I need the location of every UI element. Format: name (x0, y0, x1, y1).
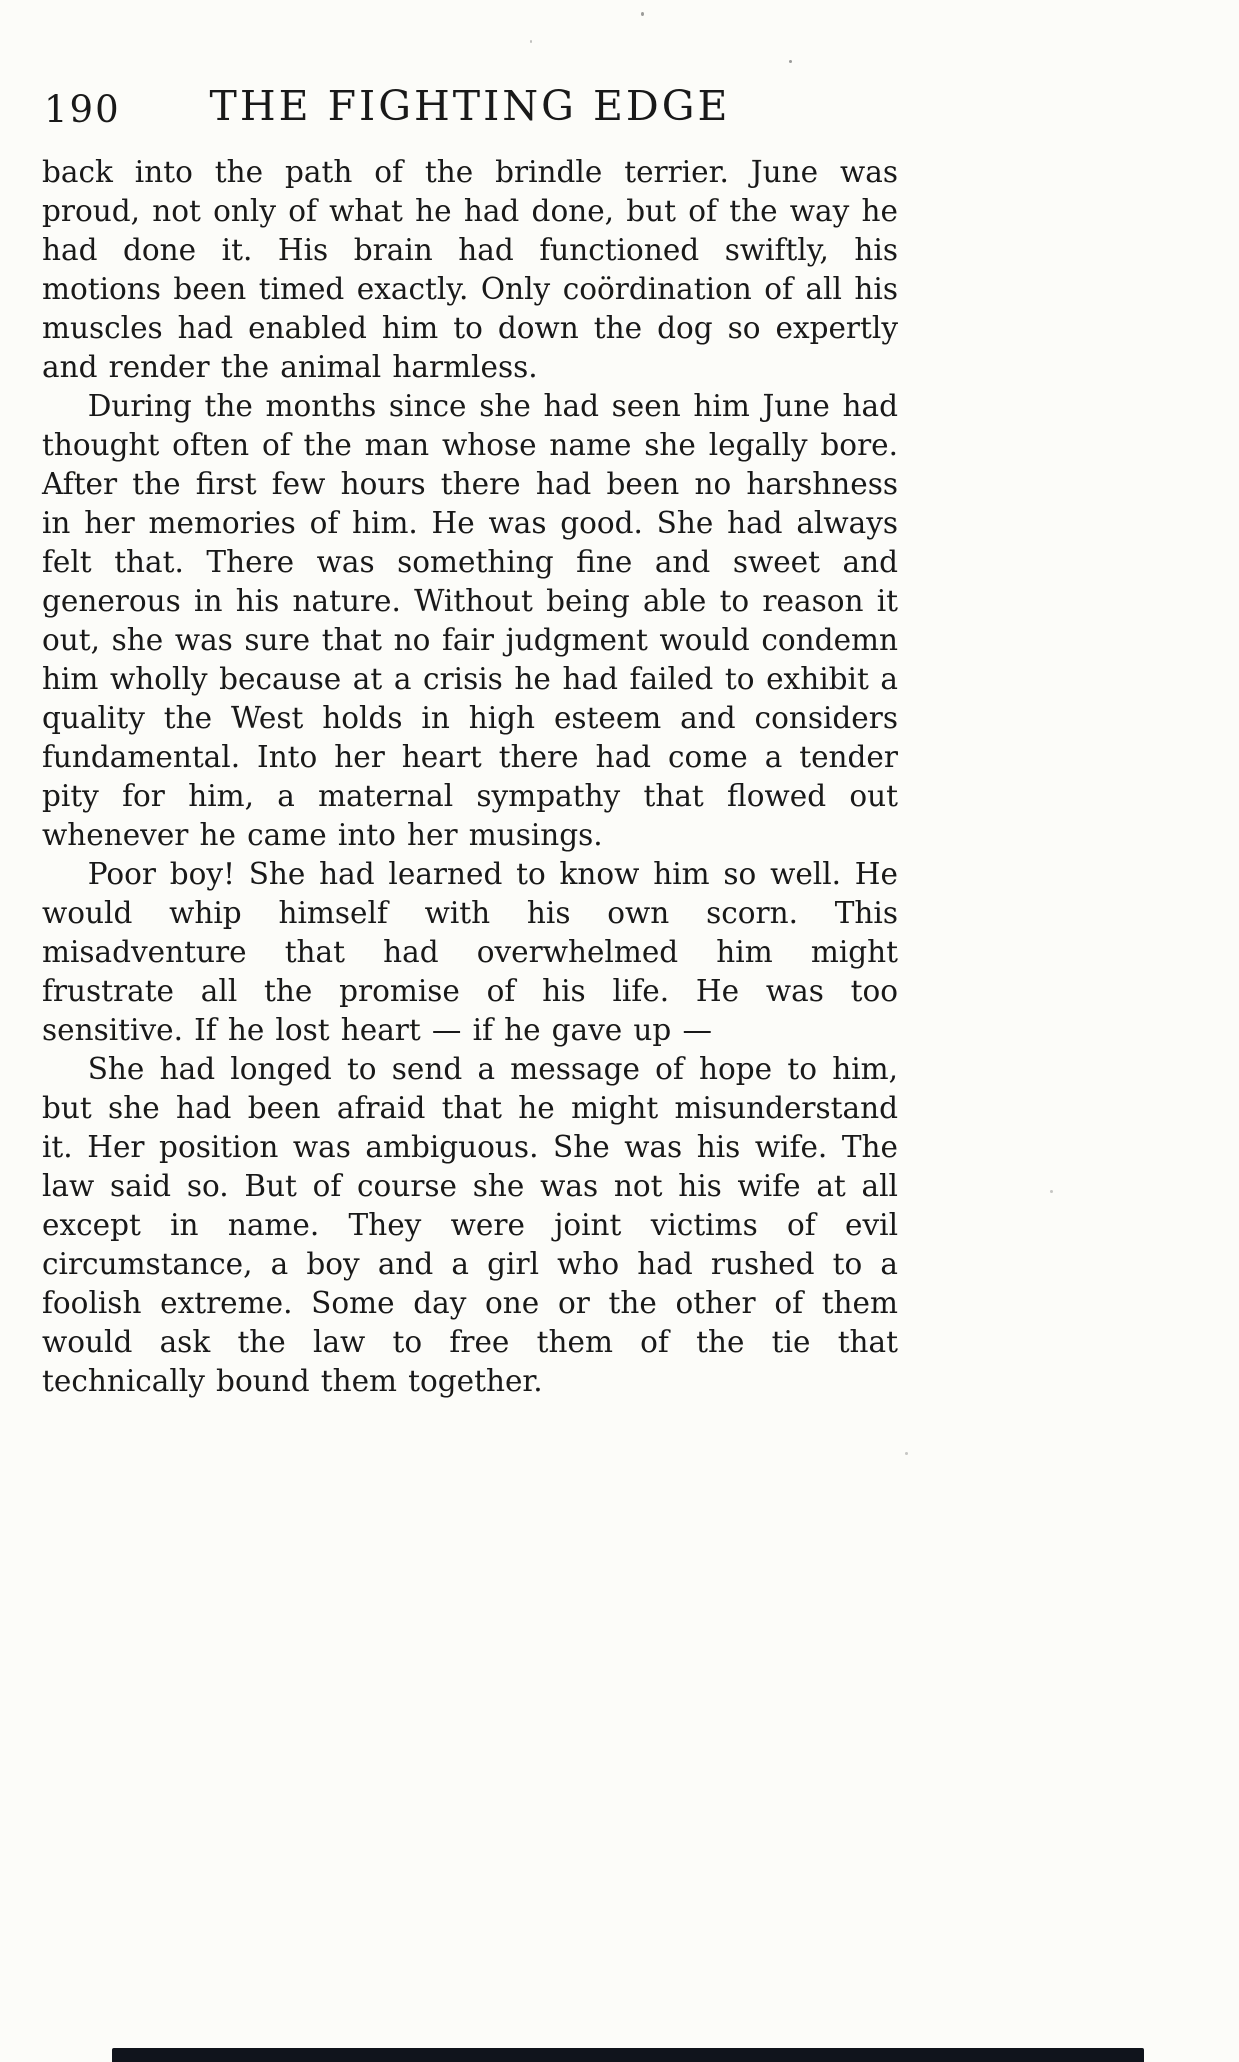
page-body (42, 153, 898, 1401)
paragraph-3: Poor boy! She had learned to know him so well. He would whip himself with his own scorn. This misadventure that had overwhelmed him might frustrate all the promise of his life. He was too sensitive. If he lost heart — if he gave up — (42, 857, 898, 1047)
paragraph-4: She had longed to send a message of hope to him, but she had been afraid that he might misunderstand it. Her position was ambiguous. She was his wife. The law said so. But of course she was not his wife at all except in name. They were joint victims of evil circumstance, a boy and a girl who had rushed to a foolish extreme. Some day one or the other of them would ask the law to free them of the tie that technically bound them together. (42, 1052, 898, 1398)
scan-edge-artifact (112, 2048, 1144, 2062)
paragraph-2: During the months since she had seen him June had thought often of the man whose name she legally bore. After the first few hours there had been no harshness in her memories of him. He was good. She had always felt that. There was something fine and sweet and generous in his nature. Without being able to reason it out, she was sure that no fair judgment would condemn him wholly because at a crisis he had failed to exhibit a quality the West holds in high esteem and considers fundamental. Into her heart there had come a tender pity for him, a maternal sympathy that flowed out whenever he came into her musings. (42, 389, 898, 852)
scan-speck (1050, 1190, 1053, 1193)
paragraph-1: back into the path of the brindle terrier. June was proud, not only of what he had done, but of the way he had done it. His brain had functioned swiftly, his motions been timed exactly. Only coördination of all his muscles had enabled him to down the dog so expertly and render the animal harmless. (42, 155, 898, 384)
page-header (42, 82, 898, 138)
scan-speck (789, 60, 792, 63)
scan-speck (905, 1452, 908, 1455)
scan-speck (641, 12, 644, 16)
page-title: THE FIGHTING EDGE (209, 82, 731, 130)
scan-speck (530, 40, 532, 43)
page-number: 190 (44, 88, 121, 131)
